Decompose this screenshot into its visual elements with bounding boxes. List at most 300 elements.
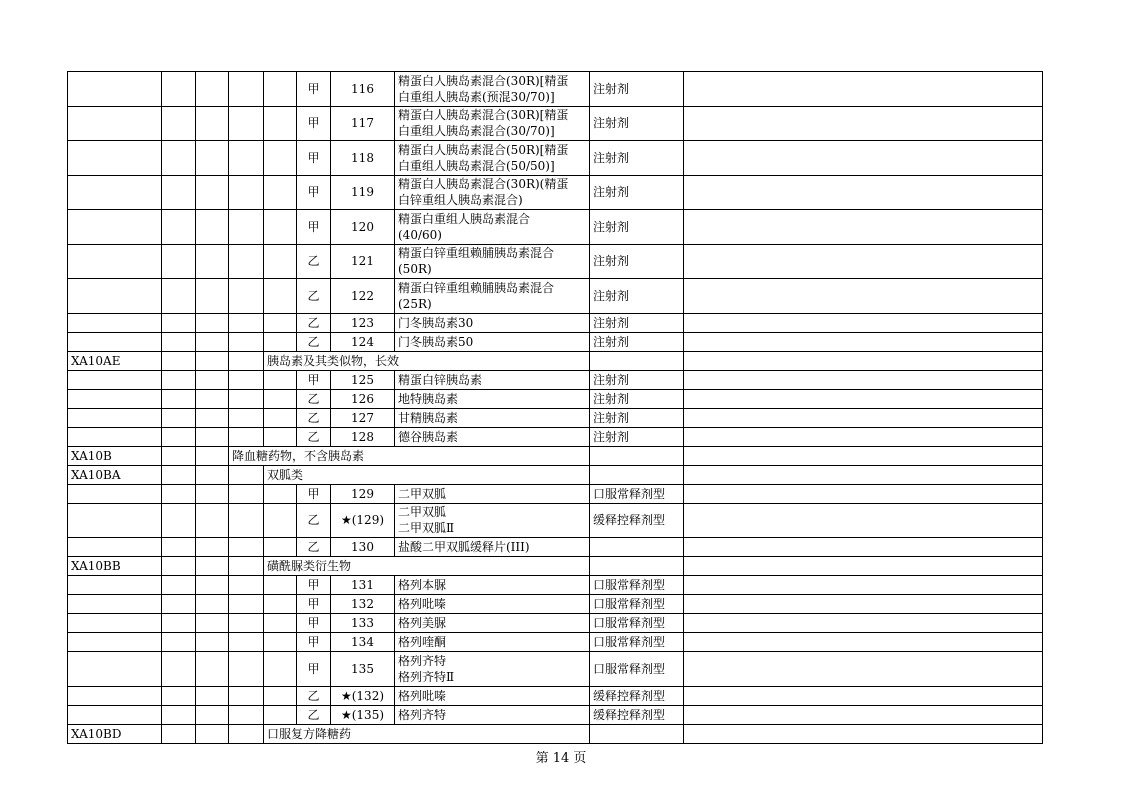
empty-cell bbox=[162, 141, 196, 176]
category-title: 胰岛素及其类似物，长效 bbox=[264, 351, 590, 370]
empty-cell bbox=[68, 332, 162, 351]
serial-number-cell: ★(129) bbox=[331, 503, 395, 538]
empty-cell bbox=[162, 370, 196, 389]
category-row bbox=[68, 351, 1043, 370]
empty-cell bbox=[162, 576, 196, 595]
category-class-cell: 乙 bbox=[297, 705, 331, 724]
drug-name-cell bbox=[395, 389, 590, 408]
empty-cell bbox=[162, 705, 196, 724]
empty-cell bbox=[229, 72, 264, 107]
empty-cell bbox=[264, 503, 297, 538]
drug-name-line: 地特胰岛素 bbox=[398, 391, 459, 406]
drug-name-cell bbox=[395, 313, 590, 332]
empty-cell bbox=[590, 446, 684, 465]
drug-name-line: 格列齐特 bbox=[398, 707, 447, 722]
drug-name-line: 精蛋白锌重组赖脯胰岛素混合 bbox=[398, 280, 555, 295]
remarks-cell bbox=[684, 576, 1043, 595]
drug-name-cell bbox=[395, 705, 590, 724]
serial-number-cell: 126 bbox=[331, 389, 395, 408]
drug-name-cell bbox=[395, 595, 590, 614]
drug-name-cell bbox=[395, 210, 590, 245]
empty-cell bbox=[162, 614, 196, 633]
empty-cell bbox=[162, 503, 196, 538]
serial-number-cell: ★(135) bbox=[331, 705, 395, 724]
drug-row bbox=[68, 313, 1043, 332]
drug-name-cell bbox=[395, 370, 590, 389]
serial-number-cell: 127 bbox=[331, 408, 395, 427]
empty-cell bbox=[264, 686, 297, 705]
category-class-cell: 甲 bbox=[297, 106, 331, 141]
drug-row bbox=[68, 614, 1043, 633]
empty-cell bbox=[68, 652, 162, 687]
empty-cell bbox=[68, 389, 162, 408]
empty-cell bbox=[264, 106, 297, 141]
remarks-cell bbox=[684, 244, 1043, 279]
empty-cell bbox=[229, 614, 264, 633]
empty-cell bbox=[68, 576, 162, 595]
remarks-cell bbox=[684, 595, 1043, 614]
empty-cell bbox=[68, 595, 162, 614]
drug-name-line: 格列吡嗪 bbox=[398, 597, 447, 611]
empty-cell bbox=[229, 408, 264, 427]
empty-cell bbox=[68, 313, 162, 332]
empty-cell bbox=[196, 484, 229, 503]
empty-cell bbox=[196, 557, 229, 576]
remarks-cell bbox=[684, 503, 1043, 538]
empty-cell bbox=[684, 557, 1043, 576]
empty-cell bbox=[162, 484, 196, 503]
code-cell: XA10AE bbox=[68, 351, 162, 370]
drug-row bbox=[68, 141, 1043, 176]
empty-cell bbox=[68, 210, 162, 245]
drug-name-line: 二甲双胍 bbox=[398, 486, 447, 501]
dosage-form-cell: 注射剂 bbox=[590, 389, 684, 408]
empty-cell bbox=[162, 210, 196, 245]
serial-number-cell: 119 bbox=[331, 175, 395, 210]
dosage-form-cell: 注射剂 bbox=[590, 72, 684, 107]
remarks-cell bbox=[684, 279, 1043, 314]
category-title: 双胍类 bbox=[264, 465, 590, 484]
drug-row bbox=[68, 332, 1043, 351]
empty-cell bbox=[684, 724, 1043, 743]
empty-cell bbox=[264, 595, 297, 614]
dosage-form-cell: 口服常释剂型 bbox=[590, 595, 684, 614]
drug-row bbox=[68, 484, 1043, 503]
remarks-cell bbox=[684, 72, 1043, 107]
empty-cell bbox=[229, 210, 264, 245]
category-class-cell: 乙 bbox=[297, 279, 331, 314]
empty-cell bbox=[229, 370, 264, 389]
drug-name-line: 格列齐特 bbox=[398, 653, 447, 668]
drug-name-cell bbox=[395, 244, 590, 279]
empty-cell bbox=[196, 633, 229, 652]
empty-cell bbox=[196, 244, 229, 279]
drug-row bbox=[68, 370, 1043, 389]
drug-row bbox=[68, 427, 1043, 446]
remarks-cell bbox=[684, 332, 1043, 351]
drug-row bbox=[68, 633, 1043, 652]
empty-cell bbox=[229, 465, 264, 484]
empty-cell bbox=[162, 427, 196, 446]
drug-row bbox=[68, 106, 1043, 141]
empty-cell bbox=[196, 141, 229, 176]
remarks-cell bbox=[684, 408, 1043, 427]
drug-name-line: 精蛋白锌重组赖脯胰岛素混合 bbox=[398, 246, 555, 261]
empty-cell bbox=[162, 332, 196, 351]
code-cell: XA10BD bbox=[68, 724, 162, 743]
dosage-form-cell: 注射剂 bbox=[590, 279, 684, 314]
empty-cell bbox=[196, 72, 229, 107]
empty-cell bbox=[162, 106, 196, 141]
remarks-cell bbox=[684, 652, 1043, 687]
empty-cell bbox=[162, 446, 196, 465]
empty-cell bbox=[264, 313, 297, 332]
empty-cell bbox=[162, 313, 196, 332]
empty-cell bbox=[229, 141, 264, 176]
drug-row bbox=[68, 279, 1043, 314]
empty-cell bbox=[684, 465, 1043, 484]
category-class-cell: 甲 bbox=[297, 595, 331, 614]
empty-cell bbox=[264, 705, 297, 724]
empty-cell bbox=[162, 633, 196, 652]
category-class-cell: 乙 bbox=[297, 389, 331, 408]
drug-name-cell bbox=[395, 686, 590, 705]
code-cell: XA10BB bbox=[68, 557, 162, 576]
empty-cell bbox=[68, 427, 162, 446]
empty-cell bbox=[196, 351, 229, 370]
empty-cell bbox=[684, 446, 1043, 465]
empty-cell bbox=[264, 370, 297, 389]
dosage-form-cell: 注射剂 bbox=[590, 175, 684, 210]
empty-cell bbox=[590, 465, 684, 484]
category-class-cell: 甲 bbox=[297, 614, 331, 633]
drug-name-line: 精蛋白人胰岛素混合(30R)(精蛋 bbox=[398, 177, 569, 192]
drug-row bbox=[68, 686, 1043, 705]
drug-name-cell bbox=[395, 427, 590, 446]
category-class-cell: 甲 bbox=[297, 652, 331, 687]
drug-name-cell bbox=[395, 106, 590, 141]
empty-cell bbox=[264, 576, 297, 595]
empty-cell bbox=[68, 686, 162, 705]
empty-cell bbox=[68, 503, 162, 538]
dosage-form-cell: 口服常释剂型 bbox=[590, 576, 684, 595]
remarks-cell bbox=[684, 686, 1043, 705]
empty-cell bbox=[264, 389, 297, 408]
empty-cell bbox=[68, 484, 162, 503]
drug-name-line: 盐酸二甲双胍缓释片(III) bbox=[398, 540, 530, 554]
drug-name-line: 白重组人胰岛素混合(50/50)] bbox=[398, 158, 555, 173]
remarks-cell bbox=[684, 427, 1043, 446]
category-class-cell: 乙 bbox=[297, 538, 331, 557]
category-class-cell: 甲 bbox=[297, 72, 331, 107]
dosage-form-cell: 注射剂 bbox=[590, 210, 684, 245]
empty-cell bbox=[196, 370, 229, 389]
remarks-cell bbox=[684, 538, 1043, 557]
empty-cell bbox=[264, 652, 297, 687]
empty-cell bbox=[68, 106, 162, 141]
empty-cell bbox=[162, 686, 196, 705]
empty-cell bbox=[196, 652, 229, 687]
drug-name-cell bbox=[395, 408, 590, 427]
drug-name-cell bbox=[395, 72, 590, 107]
drug-name-line: 门冬胰岛素30 bbox=[398, 315, 474, 330]
category-class-cell: 乙 bbox=[297, 503, 331, 538]
remarks-cell bbox=[684, 313, 1043, 332]
empty-cell bbox=[264, 484, 297, 503]
category-class-cell: 甲 bbox=[297, 576, 331, 595]
category-class-cell: 乙 bbox=[297, 244, 331, 279]
category-row bbox=[68, 446, 1043, 465]
serial-number-cell: 134 bbox=[331, 633, 395, 652]
category-class-cell: 乙 bbox=[297, 313, 331, 332]
drug-row bbox=[68, 244, 1043, 279]
category-title: 降血糖药物，不含胰岛素 bbox=[229, 446, 590, 465]
dosage-form-cell: 注射剂 bbox=[590, 313, 684, 332]
drug-catalog-table bbox=[67, 71, 1043, 744]
drug-name-line: 精蛋白锌胰岛素 bbox=[398, 372, 483, 387]
empty-cell bbox=[196, 408, 229, 427]
empty-cell bbox=[68, 244, 162, 279]
serial-number-cell: 130 bbox=[331, 538, 395, 557]
drug-name-line: 格列喹酮 bbox=[398, 635, 447, 649]
empty-cell bbox=[196, 576, 229, 595]
empty-cell bbox=[229, 576, 264, 595]
drug-name-line: 白锌重组人胰岛素混合) bbox=[398, 193, 523, 208]
empty-cell bbox=[162, 244, 196, 279]
dosage-form-cell: 口服常释剂型 bbox=[590, 633, 684, 652]
drug-name-line: (25R) bbox=[398, 296, 432, 311]
remarks-cell bbox=[684, 614, 1043, 633]
serial-number-cell: 122 bbox=[331, 279, 395, 314]
empty-cell bbox=[162, 465, 196, 484]
drug-name-line: 精蛋白重组人胰岛素混合 bbox=[398, 211, 531, 226]
serial-number-cell: 129 bbox=[331, 484, 395, 503]
empty-cell bbox=[684, 351, 1043, 370]
empty-cell bbox=[162, 652, 196, 687]
empty-cell bbox=[229, 633, 264, 652]
empty-cell bbox=[68, 705, 162, 724]
empty-cell bbox=[196, 446, 229, 465]
empty-cell bbox=[196, 686, 229, 705]
drug-name-line: 甘精胰岛素 bbox=[398, 410, 459, 425]
empty-cell bbox=[162, 389, 196, 408]
drug-row bbox=[68, 503, 1043, 538]
dosage-form-cell: 注射剂 bbox=[590, 332, 684, 351]
empty-cell bbox=[229, 389, 264, 408]
drug-name-cell bbox=[395, 484, 590, 503]
remarks-cell bbox=[684, 175, 1043, 210]
drug-row bbox=[68, 595, 1043, 614]
drug-name-cell bbox=[395, 332, 590, 351]
empty-cell bbox=[196, 279, 229, 314]
drug-name-line: 格列本脲 bbox=[398, 578, 447, 592]
serial-number-cell: 135 bbox=[331, 652, 395, 687]
empty-cell bbox=[196, 503, 229, 538]
drug-name-line: (50R) bbox=[398, 262, 432, 277]
serial-number-cell: 128 bbox=[331, 427, 395, 446]
empty-cell bbox=[162, 595, 196, 614]
empty-cell bbox=[196, 175, 229, 210]
serial-number-cell: 133 bbox=[331, 614, 395, 633]
empty-cell bbox=[196, 705, 229, 724]
empty-cell bbox=[162, 175, 196, 210]
serial-number-cell: 118 bbox=[331, 141, 395, 176]
empty-cell bbox=[229, 351, 264, 370]
empty-cell bbox=[196, 332, 229, 351]
drug-name-cell bbox=[395, 175, 590, 210]
empty-cell bbox=[229, 332, 264, 351]
empty-cell bbox=[68, 175, 162, 210]
empty-cell bbox=[196, 313, 229, 332]
empty-cell bbox=[229, 484, 264, 503]
category-class-cell: 甲 bbox=[297, 141, 331, 176]
category-title: 口服复方降糖药 bbox=[264, 724, 590, 743]
drug-name-cell bbox=[395, 503, 590, 538]
drug-name-cell bbox=[395, 538, 590, 557]
category-title: 磺酰脲类衍生物 bbox=[264, 557, 590, 576]
empty-cell bbox=[196, 538, 229, 557]
dosage-form-cell: 注射剂 bbox=[590, 141, 684, 176]
drug-name-line: 格列齐特Ⅱ bbox=[398, 669, 455, 684]
dosage-form-cell: 缓释控释剂型 bbox=[590, 503, 684, 538]
category-class-cell: 乙 bbox=[297, 332, 331, 351]
dosage-form-cell: 口服常释剂型 bbox=[590, 652, 684, 687]
dosage-form-cell: 注射剂 bbox=[590, 370, 684, 389]
empty-cell bbox=[196, 595, 229, 614]
drug-name-line: 德谷胰岛素 bbox=[398, 429, 459, 444]
empty-cell bbox=[162, 724, 196, 743]
dosage-form-cell: 口服常释剂型 bbox=[590, 484, 684, 503]
empty-cell bbox=[229, 595, 264, 614]
empty-cell bbox=[229, 724, 264, 743]
category-class-cell: 甲 bbox=[297, 210, 331, 245]
category-class-cell: 甲 bbox=[297, 175, 331, 210]
drug-name-line: 门冬胰岛素50 bbox=[398, 334, 474, 349]
empty-cell bbox=[264, 244, 297, 279]
code-cell: XA10BA bbox=[68, 465, 162, 484]
empty-cell bbox=[264, 210, 297, 245]
empty-cell bbox=[229, 313, 264, 332]
drug-name-line: 二甲双胍Ⅱ bbox=[398, 521, 455, 536]
drug-name-line: 格列美脲 bbox=[398, 616, 447, 630]
serial-number-cell: 120 bbox=[331, 210, 395, 245]
serial-number-cell: 123 bbox=[331, 313, 395, 332]
remarks-cell bbox=[684, 370, 1043, 389]
serial-number-cell: 132 bbox=[331, 595, 395, 614]
empty-cell bbox=[196, 210, 229, 245]
remarks-cell bbox=[684, 389, 1043, 408]
empty-cell bbox=[590, 351, 684, 370]
remarks-cell bbox=[684, 210, 1043, 245]
empty-cell bbox=[264, 332, 297, 351]
empty-cell bbox=[68, 538, 162, 557]
drug-row bbox=[68, 210, 1043, 245]
empty-cell bbox=[590, 557, 684, 576]
empty-cell bbox=[264, 141, 297, 176]
empty-cell bbox=[229, 705, 264, 724]
empty-cell bbox=[196, 465, 229, 484]
empty-cell bbox=[68, 614, 162, 633]
empty-cell bbox=[229, 427, 264, 446]
empty-cell bbox=[590, 724, 684, 743]
dosage-form-cell: 注射剂 bbox=[590, 244, 684, 279]
empty-cell bbox=[196, 106, 229, 141]
empty-cell bbox=[68, 633, 162, 652]
empty-cell bbox=[162, 279, 196, 314]
dosage-form-cell: 注射剂 bbox=[590, 427, 684, 446]
drug-name-cell bbox=[395, 141, 590, 176]
category-class-cell: 乙 bbox=[297, 427, 331, 446]
dosage-form-cell: 注射剂 bbox=[590, 408, 684, 427]
drug-row bbox=[68, 538, 1043, 557]
empty-cell bbox=[264, 408, 297, 427]
dosage-form-cell bbox=[590, 538, 684, 557]
empty-cell bbox=[162, 538, 196, 557]
serial-number-cell: 117 bbox=[331, 106, 395, 141]
drug-row bbox=[68, 389, 1043, 408]
dosage-form-cell: 缓释控释剂型 bbox=[590, 705, 684, 724]
table-body bbox=[68, 72, 1043, 744]
empty-cell bbox=[264, 175, 297, 210]
empty-cell bbox=[229, 652, 264, 687]
drug-name-line: 精蛋白人胰岛素混合(50R)[精蛋 bbox=[398, 142, 569, 157]
drug-name-line: 精蛋白人胰岛素混合(30R)[精蛋 bbox=[398, 73, 569, 88]
empty-cell bbox=[264, 538, 297, 557]
dosage-form-cell: 缓释控释剂型 bbox=[590, 686, 684, 705]
empty-cell bbox=[229, 686, 264, 705]
category-class-cell: 甲 bbox=[297, 484, 331, 503]
drug-name-cell bbox=[395, 614, 590, 633]
empty-cell bbox=[162, 351, 196, 370]
empty-cell bbox=[264, 633, 297, 652]
empty-cell bbox=[229, 503, 264, 538]
drug-name-cell bbox=[395, 576, 590, 595]
remarks-cell bbox=[684, 106, 1043, 141]
drug-name-line: (40/60) bbox=[398, 227, 442, 242]
empty-cell bbox=[229, 175, 264, 210]
category-class-cell: 乙 bbox=[297, 408, 331, 427]
empty-cell bbox=[264, 614, 297, 633]
empty-cell bbox=[162, 72, 196, 107]
empty-cell bbox=[162, 557, 196, 576]
drug-name-line: 白重组人胰岛素(预混30/70)] bbox=[398, 89, 555, 104]
serial-number-cell: 131 bbox=[331, 576, 395, 595]
drug-row bbox=[68, 705, 1043, 724]
category-class-cell: 甲 bbox=[297, 370, 331, 389]
empty-cell bbox=[229, 557, 264, 576]
empty-cell bbox=[229, 106, 264, 141]
drug-row bbox=[68, 576, 1043, 595]
page-number: 第 14 页 bbox=[535, 751, 587, 766]
category-row bbox=[68, 724, 1043, 743]
drug-name-line: 二甲双胍 bbox=[398, 505, 447, 520]
serial-number-cell: 121 bbox=[331, 244, 395, 279]
serial-number-cell: 124 bbox=[331, 332, 395, 351]
category-row bbox=[68, 557, 1043, 576]
serial-number-cell: 125 bbox=[331, 370, 395, 389]
drug-name-cell bbox=[395, 633, 590, 652]
drug-name-cell bbox=[395, 652, 590, 687]
drug-row bbox=[68, 408, 1043, 427]
drug-row bbox=[68, 652, 1043, 687]
empty-cell bbox=[68, 279, 162, 314]
empty-cell bbox=[264, 279, 297, 314]
empty-cell bbox=[264, 72, 297, 107]
category-class-cell: 甲 bbox=[297, 633, 331, 652]
empty-cell bbox=[162, 408, 196, 427]
drug-name-cell bbox=[395, 279, 590, 314]
empty-cell bbox=[196, 614, 229, 633]
